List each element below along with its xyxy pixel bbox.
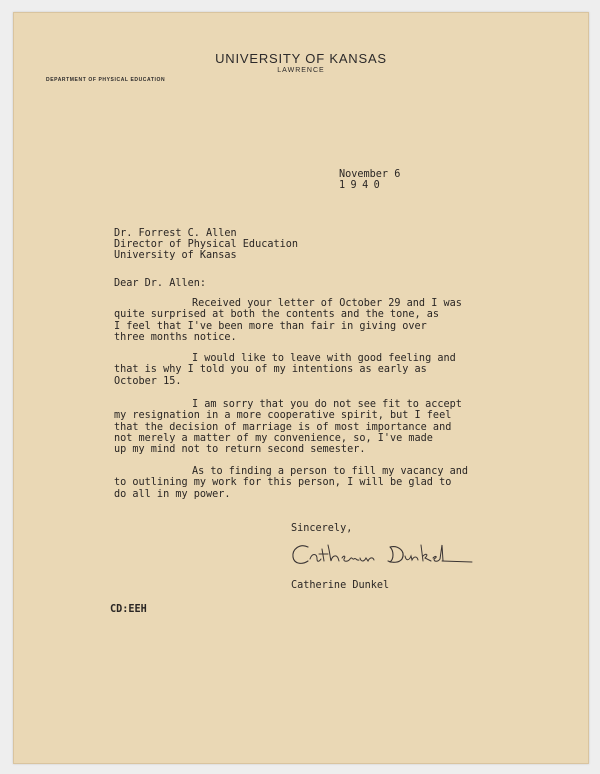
body-line: up my mind not to return second semester. [114,444,366,456]
letterhead-location: LAWRENCE [277,67,325,74]
reference-initials: CD:EEH [110,604,147,615]
body-paragraph-1 [114,298,494,343]
date-year: 1940 [339,180,386,191]
body-paragraph-3 [114,399,494,455]
closing: Sincerely, [291,523,353,534]
body-line: not merely a matter of my convenience, so, I've made [114,432,433,444]
body-line: Received your letter of October 29 and I was [192,298,462,309]
body-line: I would like to leave with good feeling and [192,353,456,364]
body-line: As to finding a person to fill my vacancy and [192,466,469,477]
salutation: Dear Dr. Allen: [114,278,207,289]
date-month-day: November 6 [339,169,401,180]
body-line: that is why I told you of my intentions as early as [114,364,427,376]
body-line: I am sorry that you do not see fit to accept [192,399,462,410]
body-line: my resignation in a more cooperative spirit, but I feel [114,410,452,422]
body-paragraph-4 [114,466,494,500]
letter-page [13,12,589,764]
recipient-organization: University of Kansas [114,250,237,261]
body-paragraph-2 [114,353,494,387]
handwritten-signature [286,537,476,573]
recipient-title: Director of Physical Education [114,239,299,250]
recipient-name: Dr. Forrest C. Allen [114,228,237,239]
letterhead-institution: UNIVERSITY OF KANSAS [215,51,387,66]
body-line: do all in my power. [114,488,231,500]
signer-name: Catherine Dunkel [291,580,390,591]
body-line: to outlining my work for this person, I will be glad to [114,477,452,489]
body-line: that the decision of marriage is of most importance and [114,421,452,433]
body-line: three months notice. [114,331,237,343]
body-line: quite surprised at both the contents and the tone, as [114,309,440,321]
body-line: I feel that I've been more than fair in giving over [114,320,427,332]
letterhead-department: DEPARTMENT OF PHYSICAL EDUCATION [46,77,166,83]
body-line: October 15. [114,375,182,387]
